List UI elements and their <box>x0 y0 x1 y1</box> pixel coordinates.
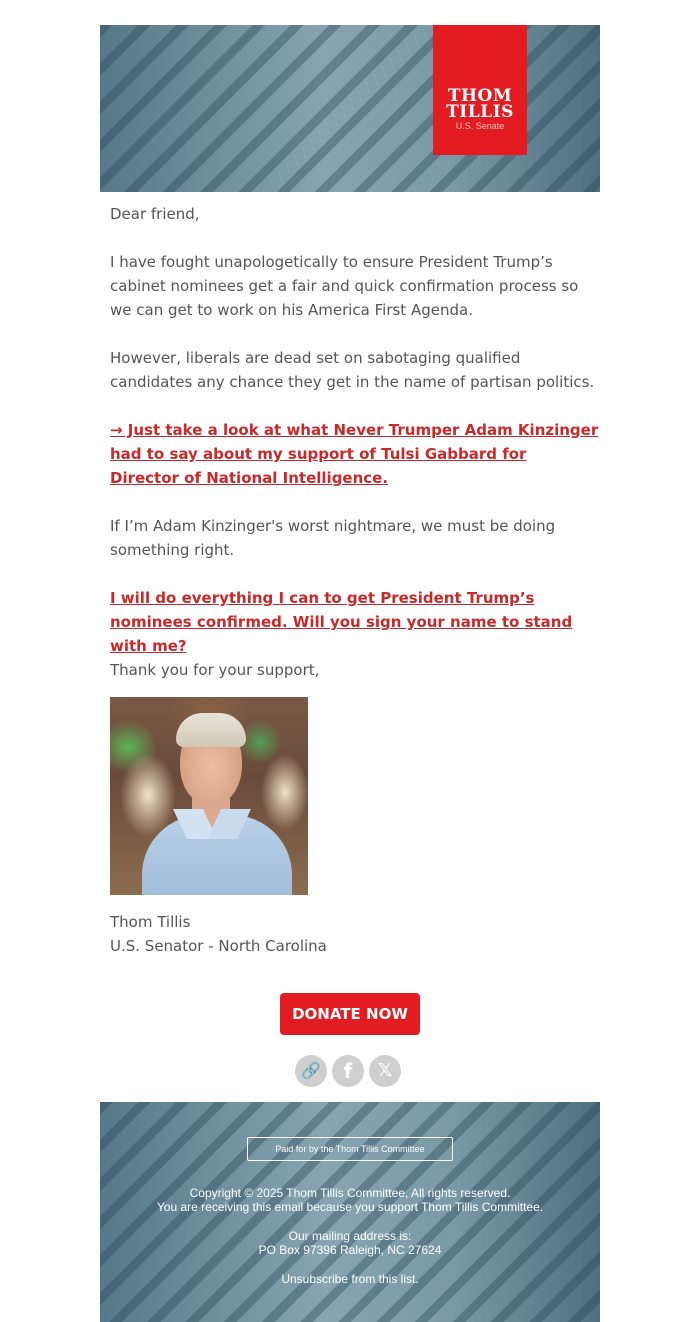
mailing-label: Our mailing address is: <box>288 1229 412 1243</box>
senator-photo <box>110 697 308 895</box>
footer-banner <box>100 1102 600 1322</box>
closing: Thank you for your support, <box>110 661 320 679</box>
unsubscribe-link[interactable]: Unsubscribe from this list. <box>281 1272 419 1286</box>
x-twitter-icon[interactable]: 𝕏 <box>369 1055 401 1087</box>
signature-name: Thom Tillis <box>110 913 191 931</box>
greeting: Dear friend, <box>110 205 200 223</box>
donate-now-button[interactable]: DONATE NOW <box>280 993 420 1035</box>
paragraph-1: I have fought unapologetically to ensure President Trump’s cabinet nominees get a fair and quick confirmation process so we can get to work on his America First Agenda. <box>110 253 579 319</box>
logo-line-2: TILLIS <box>446 102 514 122</box>
facebook-icon[interactable]: f <box>332 1055 364 1087</box>
receiving-text: You are receiving this email because you support Thom Tillis Committee. <box>156 1200 544 1214</box>
link-icon[interactable]: 🔗 <box>295 1055 327 1087</box>
logo-subtitle: U.S. Senate <box>455 121 505 131</box>
photo-hair <box>176 713 246 747</box>
sign-name-link[interactable]: I will do everything I can to get President Trump’s nominees confirmed. Will you sign your name to stand with me? <box>110 589 573 655</box>
logo-line-1: THOM <box>447 86 513 106</box>
paid-for-box: Paid for by the Thom Tillis Committee <box>247 1137 453 1161</box>
header-banner <box>100 25 600 192</box>
thom-tillis-logo <box>433 25 527 155</box>
copyright-text: Copyright © 2025 Thom Tillis Committee, All rights reserved. <box>189 1186 511 1200</box>
signature-title: U.S. Senator - North Carolina <box>110 937 327 955</box>
paragraph-2: However, liberals are dead set on sabotaging qualified candidates any chance they get in the name of partisan politics. <box>110 349 595 391</box>
kinzinger-link[interactable]: → Just take a look at what Never Trumper Adam Kinzinger had to say about my support of Tulsi Gabbard for Director of National Intelligence. <box>110 421 599 487</box>
paragraph-3: If I’m Adam Kinzinger's worst nightmare, we must be doing something right. <box>110 517 556 559</box>
mailing-address: PO Box 97396 Raleigh, NC 27624 <box>258 1243 442 1257</box>
